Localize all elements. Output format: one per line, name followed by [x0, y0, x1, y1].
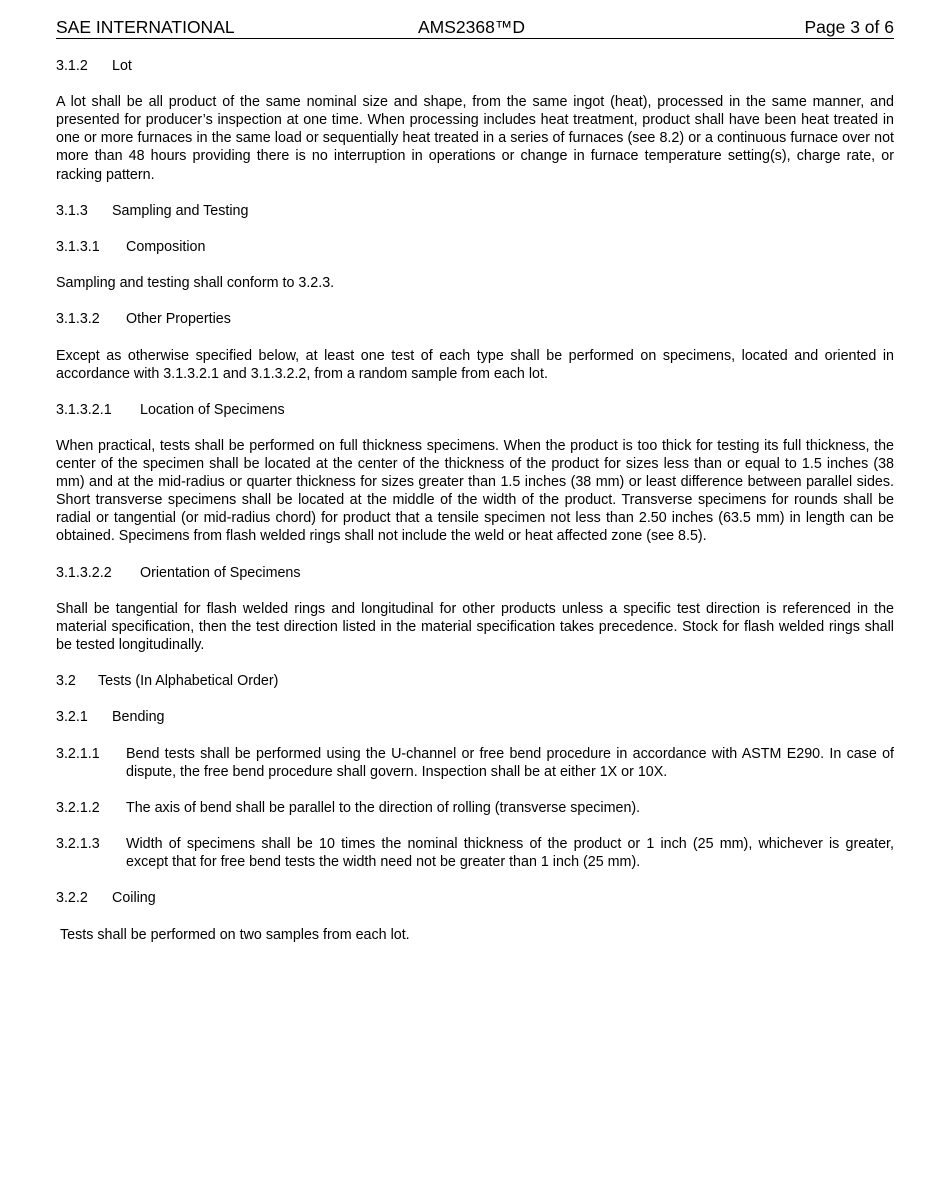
section-number: 3.1.3.2.2: [56, 564, 112, 581]
section-number: 3.1.3.2.1: [56, 401, 112, 418]
header-organization: SAE INTERNATIONAL: [56, 17, 235, 37]
section-title: Bending: [112, 709, 165, 726]
section-heading-3-1-3-2-1: [56, 401, 894, 419]
section-heading-3-1-3-2: [56, 310, 894, 328]
paragraph-orientation-of-specimens: Shall be tangential for flash welded rings and longitudinal for other products unless a specific test direction is referenced in the material specification, then the test direction listed in the material specification takes precedence. Stock for flash welded rings shall be tested longitudinally.: [56, 600, 894, 653]
item-number: 3.2.1.2: [56, 799, 100, 816]
paragraph-composition: Sampling and testing shall conform to 3.2.3.: [56, 275, 335, 292]
numbered-item-3-2-1-1: [56, 745, 894, 781]
section-heading-3-2-1: [56, 708, 894, 726]
section-heading-3-2: [56, 672, 894, 690]
section-number: 3.1.3.2: [56, 311, 100, 328]
section-number: 3.2.2: [56, 890, 88, 907]
item-number: 3.2.1.3: [56, 836, 100, 853]
item-number: 3.2.1.1: [56, 745, 100, 762]
paragraph-location-of-specimens: When practical, tests shall be performed on full thickness specimens. When the product is too thick for testing its full thickness, the center of the specimen shall be located at the center of the thickness of the product for sizes less than or equal to 1.5 inches (38 mm) and at the mid-radius or quarter thickness for sizes greater than 1.5 inches (38 mm) or least difference between parallel sides. Short transverse specimens shall be located at the middle of the width of the product. Transverse specimens for rounds shall be radial or tangential (or mid-radius chord) for product that a tensile specimen not less than 2.50 inches (63.5 mm) in length can be obtained. Specimens from flash welded rings shall not include the weld or heat affected zone (see 8.5).: [56, 437, 894, 545]
section-title: Lot: [112, 58, 132, 74]
section-title: Orientation of Specimens: [140, 564, 301, 581]
section-heading-3-1-2: [56, 57, 894, 75]
section-title: Other Properties: [126, 311, 231, 328]
header-page-number: Page 3 of 6: [804, 17, 894, 37]
section-title: Sampling and Testing: [112, 202, 249, 219]
numbered-item-3-2-1-3: [56, 835, 894, 871]
page-header: [56, 17, 894, 39]
item-text: Bend tests shall be performed using the U-channel or free bend procedure in accordance with ASTM E290. In case of dispute, the free bend procedure shall govern. Inspection shall be at either 1X or 10X.: [126, 745, 894, 780]
section-title: Composition: [126, 238, 206, 255]
header-document-id: AMS2368™D: [418, 17, 525, 37]
section-number: 3.1.3: [56, 202, 88, 219]
paragraph-other-properties: Except as otherwise specified below, at least one test of each type shall be performed on specimens, located and oriented in accordance with 3.1.3.2.1 and 3.1.3.2.2, from a random sample from each lot.: [56, 347, 894, 382]
section-number: 3.2.1: [56, 709, 88, 726]
section-heading-3-1-3-1: [56, 238, 894, 256]
section-heading-3-2-2: [56, 889, 894, 907]
section-heading-3-1-3-2-2: [56, 564, 894, 582]
item-text: The axis of bend shall be parallel to the direction of rolling (transverse specimen).: [126, 799, 641, 816]
section-heading-3-1-3: [56, 202, 894, 220]
section-number: 3.2: [56, 673, 76, 690]
item-text: Width of specimens shall be 10 times the nominal thickness of the product or 1 inch (25 mm), whichever is greater, except that for free bend tests the width need not be greater than 1 inch (25 mm).: [126, 836, 894, 871]
numbered-item-3-2-1-2: [56, 799, 894, 817]
section-title: Tests (In Alphabetical Order): [98, 673, 279, 690]
paragraph-lot: A lot shall be all product of the same nominal size and shape, from the same ingot (heat), processed in the same manner, and presented for producer’s inspection at one time. When processing includes heat treatment, product shall have been heat treated in one or more furnaces in the same load or sequentially heat treated in a series of furnaces (see 8.2) or a continuous furnace over not more than 48 hours providing there is no interruption in operations or change in furnace temperature setting(s), charge rate, or racking pattern.: [56, 94, 894, 183]
document-body: [56, 57, 894, 944]
section-title: Location of Specimens: [140, 401, 285, 418]
paragraph-coiling: Tests shall be performed on two samples from each lot.: [60, 926, 410, 943]
section-title: Coiling: [112, 890, 156, 907]
section-number: 3.1.2: [56, 58, 88, 74]
section-number: 3.1.3.1: [56, 238, 100, 255]
